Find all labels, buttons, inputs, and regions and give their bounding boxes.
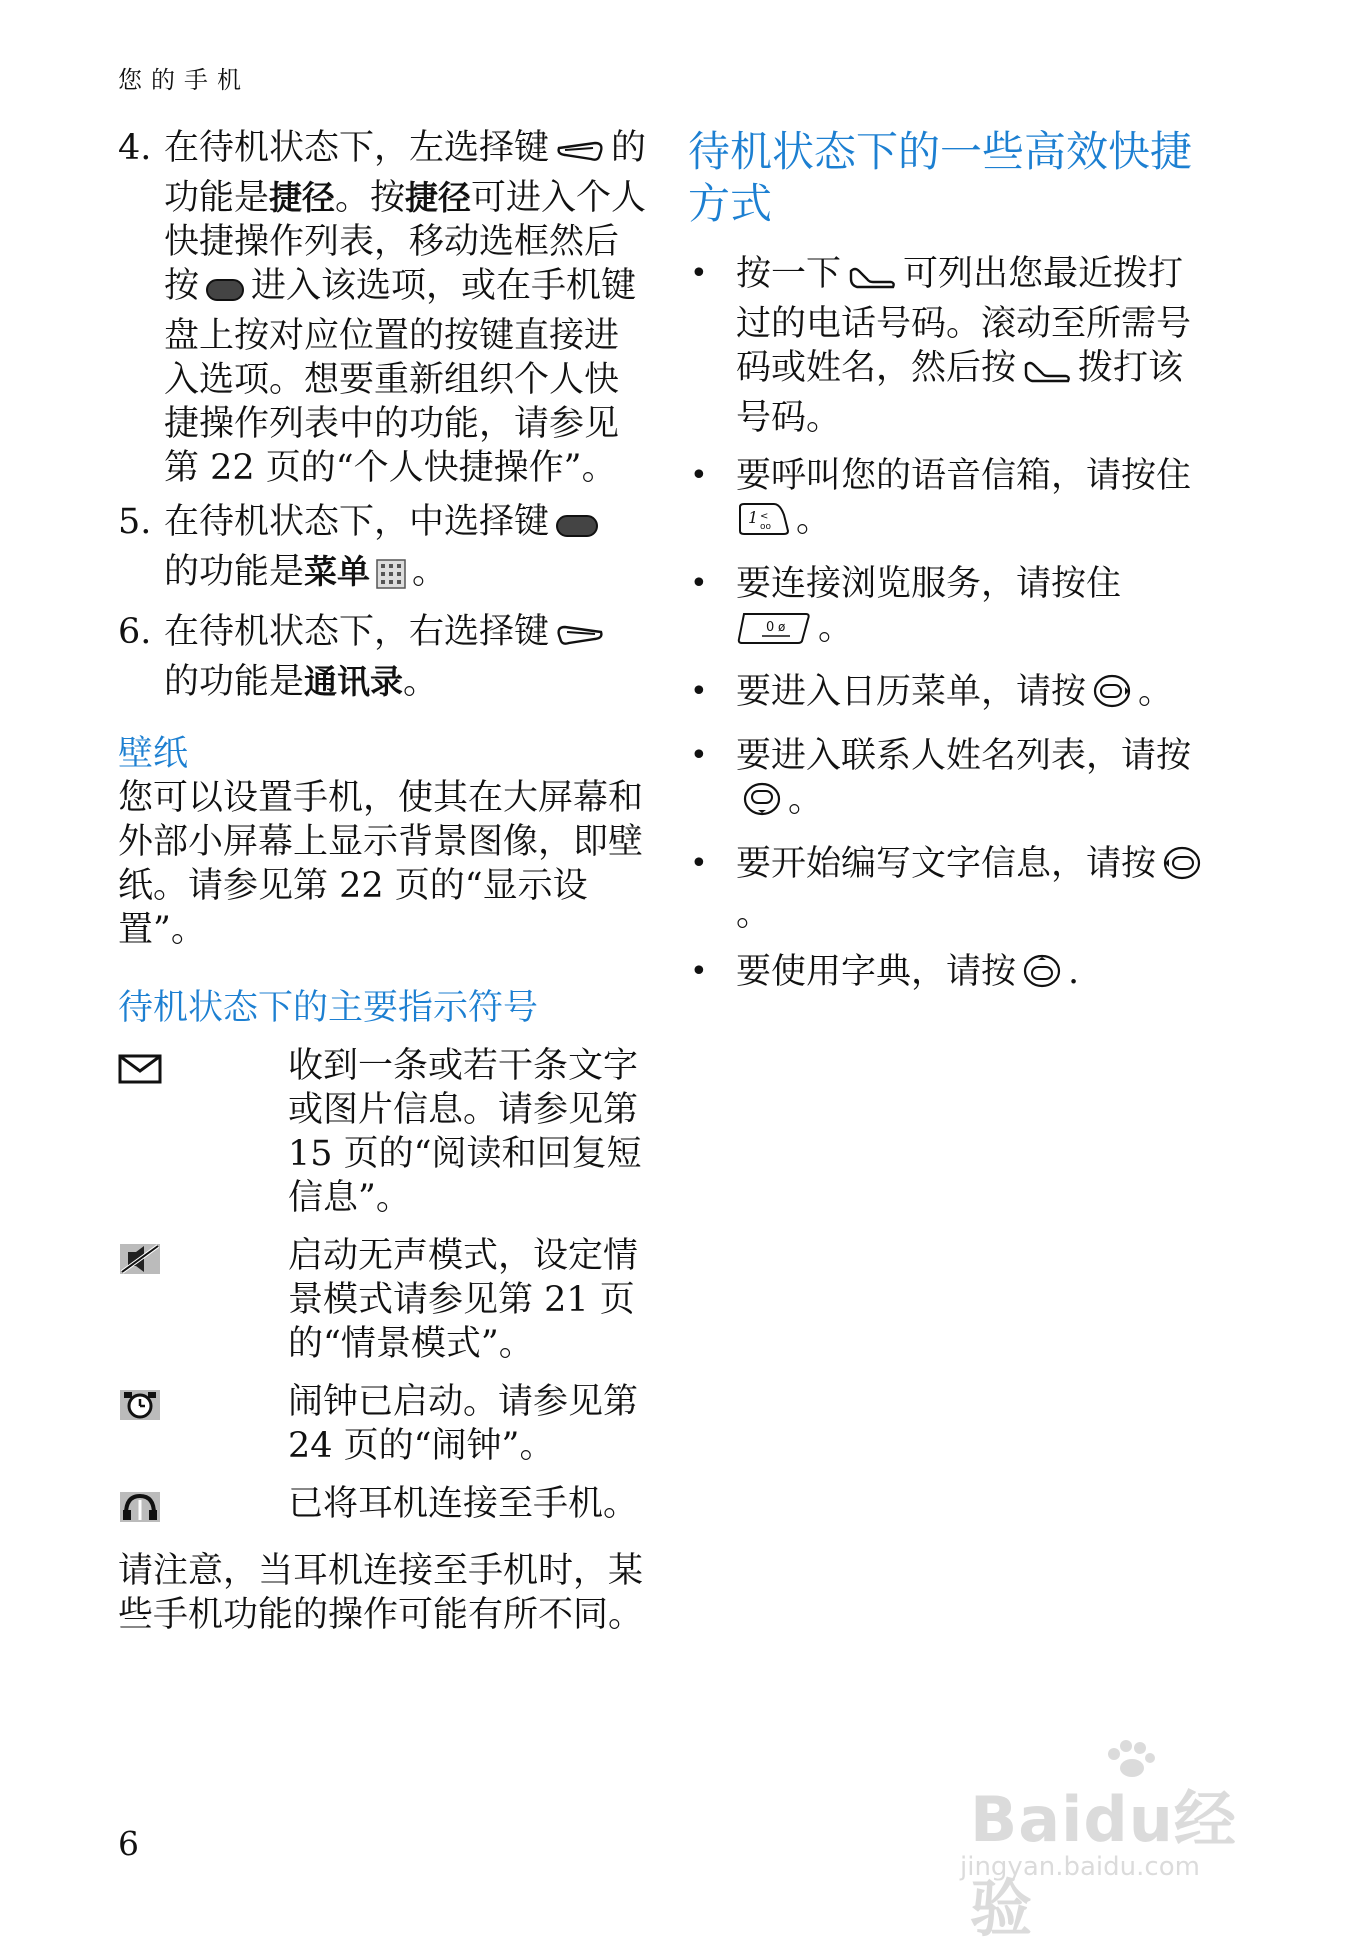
indicator-row [118,1044,648,1220]
select-key-icon [205,270,245,314]
call-key-icon [1022,352,1072,396]
item-number: 4. [118,128,152,168]
svg-text:<: < [760,511,769,522]
svg-text:ø: ø [778,620,786,634]
list-item-4: 4. 在待机状态下，左选择键 的功能是捷径。按捷径可进入个人快捷操作列表，移动选框然后按 进入该选项，或在手机键盘上按对应位置的按键直接进入选项。想要重新组织个人快捷操作列表中的功能，请参见第 22 页的“个人快捷操作”。 [118,128,647,488]
baidu-watermark [950,1740,1280,1945]
middle-select-key-icon [555,506,599,550]
key-1-voicemail-icon [736,501,790,548]
running-header: 您的手机 [118,66,250,94]
watermark-logo: Baidu经验 [970,1783,1237,1945]
indicator-text: 启动无声模式，设定情景模式请参见第 21 页的“情景模式”。 [288,1236,639,1364]
list-item: • 要进入联系人姓名列表，请按。 [688,734,1218,828]
svg-text:0: 0 [766,620,775,635]
indicator-text: 闹钟已启动。请参见第 24 页的“闹钟”。 [288,1382,639,1466]
nav-key-down-icon [742,781,782,828]
list-item: • 要连接浏览服务，请按住 0 ø 。 [688,562,1218,656]
alarm-icon [118,1391,162,1431]
key-0-browser-icon [736,611,812,656]
indicator-row [118,1234,648,1366]
list-item: • 要使用字典，请按 . [688,950,1218,1000]
indicator-row [118,1380,648,1468]
indicator-text: 收到一条或若干条文字或图片信息。请参见第 15 页的“阅读和回复短信息”。 [288,1046,642,1218]
left-column [118,126,648,1637]
list-item-5: 5. 在待机状态下，中选择键 的功能是菜单 。 [118,500,648,600]
indicator-text: 已将耳机连接至手机。 [288,1484,639,1524]
list-item: • 按一下 可列出您最近拨打过的电话号码。滚动至所需号码或姓名，然后按 拨打该号码。 [690,254,1192,438]
call-key-icon [847,258,897,302]
watermark-url: jingyan.baidu.com [960,1852,1200,1882]
wallpaper-text: 您可以设置手机，使其在大屏幕和外部小屏幕上显示背景图像，即壁纸。请参见第 22 页的“显示设置”。 [118,778,644,950]
section-title-wallpaper: 壁纸 [118,734,189,774]
wallpaper-section [118,732,648,952]
silent-icon [118,1245,162,1285]
svg-text:1: 1 [748,508,759,527]
indicators-section [118,986,648,1637]
item-number: 6. [118,612,152,652]
left-soft-key-icon [555,132,605,176]
nav-key-left-icon [1162,845,1202,892]
section-title-indicators: 待机状态下的主要指示符号 [118,988,539,1028]
indicator-row [118,1482,648,1535]
list-item: • 要呼叫您的语音信箱，请按住 1 < oo 。 [688,454,1218,548]
list-item: • 要开始编写文字信息，请按。 [688,842,1218,936]
item-number: 5. [118,502,152,542]
envelope-icon [118,1054,162,1094]
section-title-shortcuts: 待机状态下的一些高效快捷方式 [688,127,1193,228]
list-item-6: 6. 在待机状态下，右选择键 的功能是通讯录。 [118,610,648,704]
list-item: • 要进入日历菜单，请按 。 [688,670,1218,720]
right-soft-key-icon [555,616,605,660]
menu-grid-icon [376,556,406,600]
page-number: 6 [118,1824,139,1863]
headset-note: 请注意，当耳机连接至手机时，某些手机功能的操作可能有所不同。 [118,1551,644,1635]
nav-key-up-icon [1022,953,1062,1000]
headset-icon [118,1493,162,1533]
right-column [688,126,1218,1014]
nav-key-right-icon [1092,673,1132,720]
svg-text:oo: oo [760,522,772,532]
